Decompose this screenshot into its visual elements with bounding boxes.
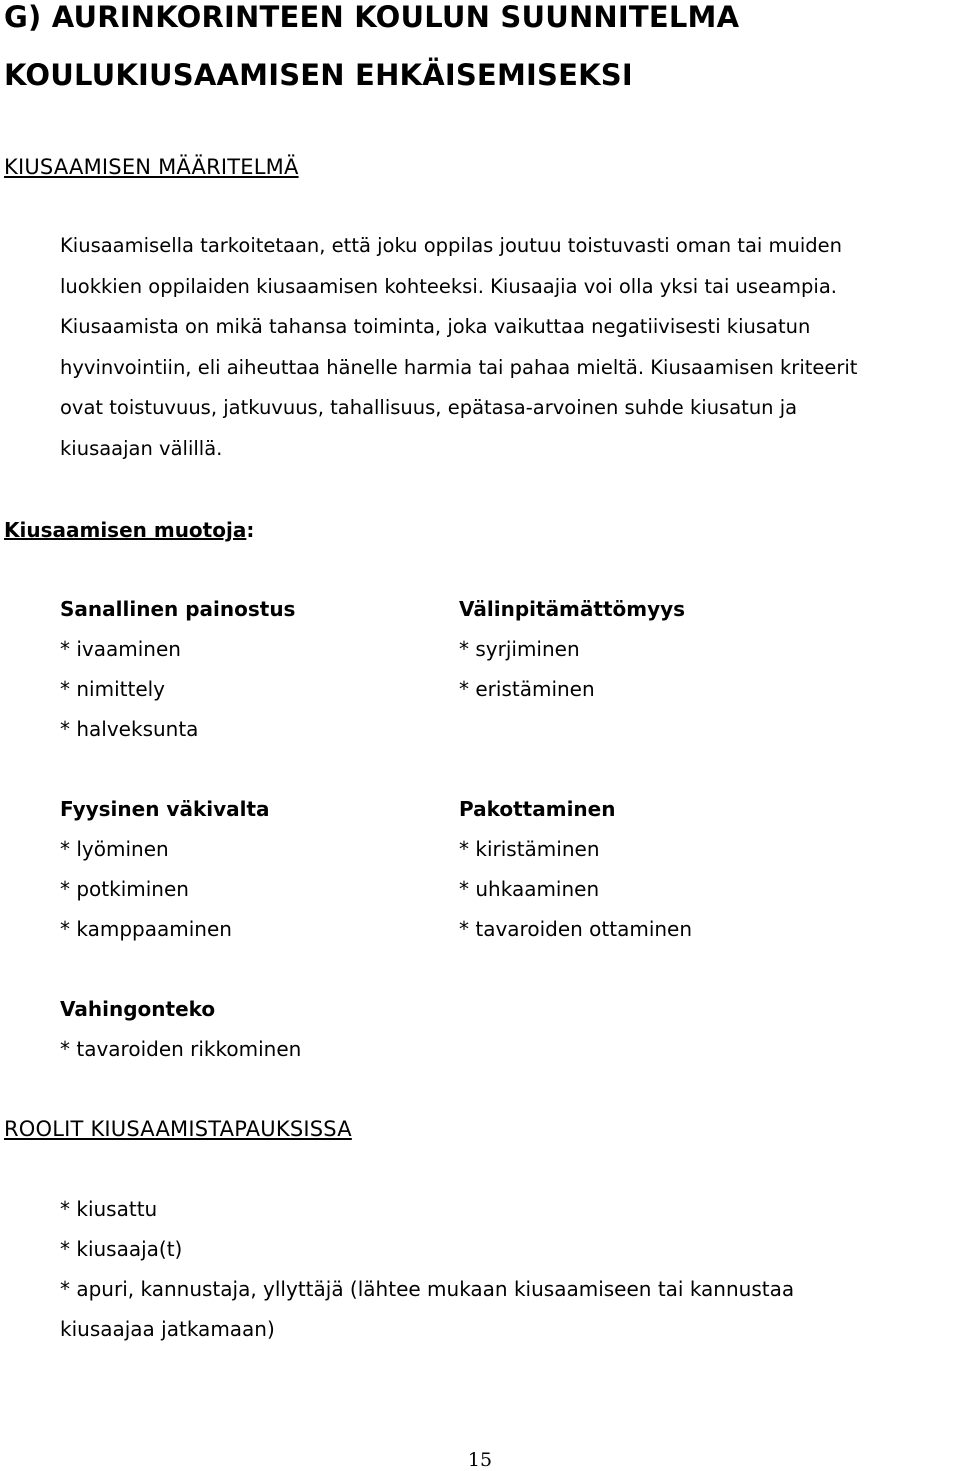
category-title-vandalism: Vahingonteko xyxy=(60,997,216,1021)
category-item: * lyöminen xyxy=(60,837,169,861)
document-title-line-1: G) AURINKORINTEEN KOULUN SUUNNITELMA xyxy=(4,0,740,34)
definition-line: Kiusaamisella tarkoitetaan, että joku oppilas joutuu toistuvasti oman tai muiden xyxy=(60,234,843,257)
category-item: * ivaaminen xyxy=(60,637,181,661)
category-title-coercion: Pakottaminen xyxy=(459,797,616,821)
definition-line: luokkien oppilaiden kiusaamisen kohteeksi. Kiusaajia voi olla yksi tai useampia. xyxy=(60,274,837,298)
role-item: kiusaajaa jatkamaan) xyxy=(60,1317,275,1341)
definition-paragraph xyxy=(60,226,958,469)
category-item: * uhkaaminen xyxy=(459,877,600,901)
definition-line: Kiusaamista on mikä tahansa toiminta, joka vaikuttaa negatiivisesti kiusatun xyxy=(60,315,811,338)
category-title-indifference: Välinpitämättömyys xyxy=(459,597,686,621)
category-item: * kamppaaminen xyxy=(60,917,232,941)
definition-heading: KIUSAAMISEN MÄÄRITELMÄ xyxy=(4,155,299,179)
category-item: * tavaroiden ottaminen xyxy=(459,917,693,941)
category-title-verbal: Sanallinen painostus xyxy=(60,597,296,621)
category-item: * potkiminen xyxy=(60,877,189,901)
role-item: * kiusattu xyxy=(60,1197,158,1221)
category-item: * syrjiminen xyxy=(459,637,580,661)
role-item: * kiusaaja(t) xyxy=(60,1237,183,1261)
definition-line: ovat toistuvuus, jatkuvuus, tahallisuus, epätasa-arvoinen suhde kiusatun ja xyxy=(60,396,798,419)
document-title-line-2: KOULUKIUSAAMISEN EHKÄISEMISEKSI xyxy=(4,58,633,92)
forms-heading-colon: : xyxy=(246,518,255,542)
role-item: * apuri, kannustaja, yllyttäjä (lähtee mukaan kiusaamiseen tai kannustaa xyxy=(60,1277,795,1301)
forms-heading xyxy=(4,518,254,542)
page-number: 15 xyxy=(467,1449,493,1471)
forms-heading-text: Kiusaamisen muotoja xyxy=(4,518,247,542)
definition-line: hyvinvointiin, eli aiheuttaa hänelle harmia tai pahaa mieltä. Kiusaamisen kriteerit xyxy=(60,355,858,379)
category-title-physical: Fyysinen väkivalta xyxy=(60,797,270,821)
category-item: * nimittely xyxy=(60,677,166,701)
category-item: * tavaroiden rikkominen xyxy=(60,1037,302,1061)
category-item: * halveksunta xyxy=(60,717,199,741)
roles-heading: ROOLIT KIUSAAMISTAPAUKSISSA xyxy=(4,1117,352,1141)
definition-line: kiusaajan välillä. xyxy=(60,436,223,460)
category-item: * kiristäminen xyxy=(459,837,600,861)
category-item: * eristäminen xyxy=(459,677,595,701)
